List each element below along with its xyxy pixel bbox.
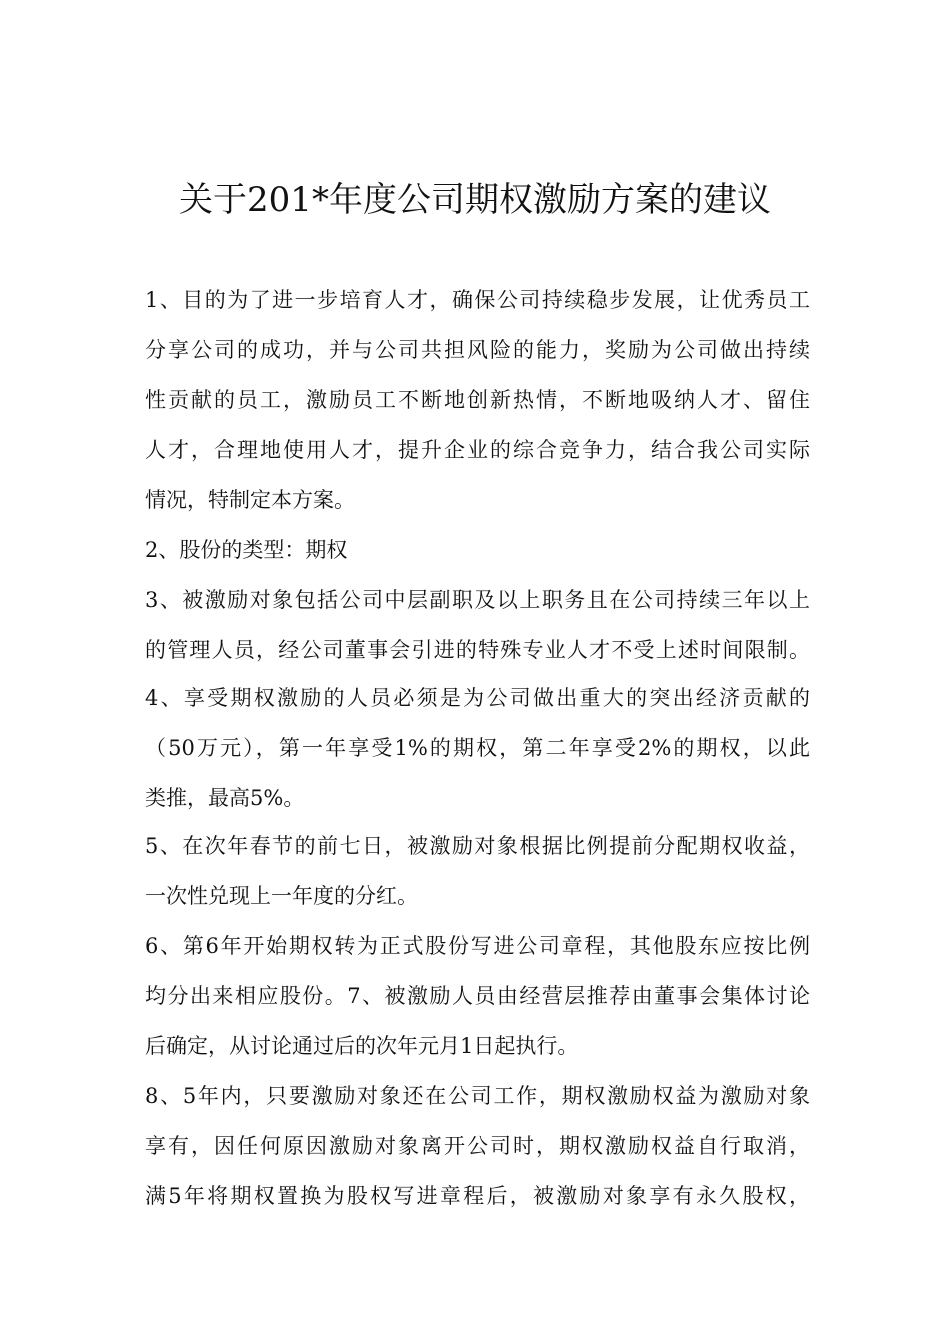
text-line: 2、股份的类型：期权 — [145, 538, 348, 562]
document-title: 关于201*年度公司期权激励方案的建议 — [179, 180, 771, 220]
text-line: 一次性兑现上一年度的分红。 — [145, 884, 418, 908]
text-line: 性贡献的员工，激励员工不断地创新热情，不断地吸纳人才、留住 — [145, 388, 810, 412]
text-line: 人才，合理地使用人才，提升企业的综合竞争力，结合我公司实际 — [145, 438, 810, 462]
text-line: 享有，因任何原因激励对象离开公司时，期权激励权益自行取消， — [145, 1134, 810, 1158]
text-line: 3、被激励对象包括公司中层副职及以上职务且在公司持续三年以上 — [145, 588, 810, 612]
text-line: 6、第6年开始期权转为正式股份写进公司章程，其他股东应按比例 — [145, 934, 810, 958]
text-line: 1、目的为了进一步培育人才，确保公司持续稳步发展，让优秀员工 — [145, 288, 810, 312]
text-line: 5、在次年春节的前七日，被激励对象根据比例提前分配期权收益， — [145, 834, 810, 858]
text-line: 8、5年内，只要激励对象还在公司工作，期权激励权益为激励对象 — [145, 1084, 810, 1108]
text-line: 分享公司的成功，并与公司共担风险的能力，奖励为公司做出持续 — [145, 338, 810, 362]
text-line: 类推，最高5%。 — [145, 786, 305, 810]
text-line: 情况，特制定本方案。 — [145, 488, 355, 512]
text-line: 满5年将期权置换为股权写进章程后，被激励对象享有永久股权， — [145, 1184, 810, 1208]
text-line: 的管理人员，经公司董事会引进的特殊专业人才不受上述时间限制。 — [145, 638, 810, 662]
text-line: 4、享受期权激励的人员必须是为公司做出重大的突出经济贡献的 — [145, 686, 810, 710]
text-line: 均分出来相应股份。7、被激励人员由经营层推荐由董事会集体讨论 — [145, 984, 810, 1008]
text-line: 后确定，从讨论通过后的次年元月1日起执行。 — [145, 1034, 579, 1058]
text-line: （50万元），第一年享受1%的期权，第二年享受2%的期权，以此 — [145, 736, 810, 760]
